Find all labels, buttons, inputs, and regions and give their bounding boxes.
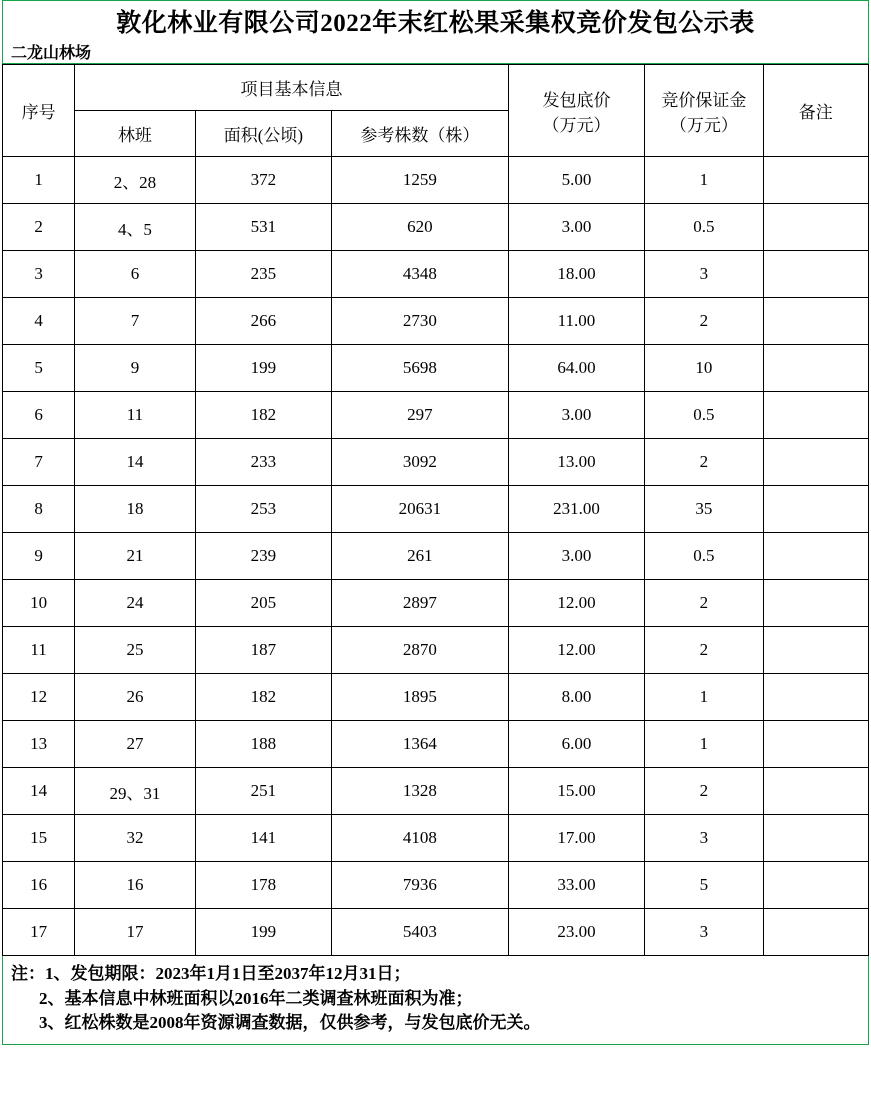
cell-tree-count: 1364 — [332, 721, 509, 768]
cell-tree-count: 261 — [332, 533, 509, 580]
cell-area: 233 — [195, 439, 331, 486]
note-line-1: 注：1、发包期限：2023年1月1日至2037年12月31日； — [11, 964, 411, 983]
cell-base-price: 6.00 — [508, 721, 644, 768]
cell-forest-ban: 17 — [75, 909, 195, 956]
cell-deposit: 0.5 — [645, 204, 763, 251]
table-row — [3, 345, 869, 392]
cell-seq: 5 — [3, 345, 75, 392]
cell-tree-count: 3092 — [332, 439, 509, 486]
cell-remark — [763, 674, 868, 721]
cell-tree-count: 5403 — [332, 909, 509, 956]
cell-tree-count: 5698 — [332, 345, 509, 392]
header-tree-count: 参考株数（株） — [332, 111, 509, 157]
cell-tree-count: 4108 — [332, 815, 509, 862]
cell-area: 178 — [195, 862, 331, 909]
cell-base-price: 13.00 — [508, 439, 644, 486]
cell-seq: 15 — [3, 815, 75, 862]
cell-area: 182 — [195, 392, 331, 439]
cell-remark — [763, 157, 868, 204]
cell-area: 141 — [195, 815, 331, 862]
cell-seq: 13 — [3, 721, 75, 768]
header-remark: 备注 — [763, 65, 868, 157]
table-row — [3, 204, 869, 251]
cell-tree-count: 2730 — [332, 298, 509, 345]
cell-base-price: 23.00 — [508, 909, 644, 956]
cell-seq: 4 — [3, 298, 75, 345]
cell-deposit: 2 — [645, 768, 763, 815]
cell-area: 253 — [195, 486, 331, 533]
cell-remark — [763, 815, 868, 862]
cell-remark — [763, 345, 868, 392]
cell-area: 266 — [195, 298, 331, 345]
cell-remark — [763, 204, 868, 251]
cell-base-price: 64.00 — [508, 345, 644, 392]
cell-forest-ban: 9 — [75, 345, 195, 392]
header-forest-ban: 林班 — [75, 111, 195, 157]
cell-base-price: 11.00 — [508, 298, 644, 345]
cell-forest-ban: 2、28 — [75, 157, 195, 204]
table-row — [3, 392, 869, 439]
cell-seq: 16 — [3, 862, 75, 909]
cell-base-price: 8.00 — [508, 674, 644, 721]
cell-deposit: 3 — [645, 909, 763, 956]
cell-base-price: 17.00 — [508, 815, 644, 862]
document-subtitle-bar — [2, 40, 869, 64]
cell-base-price: 12.00 — [508, 580, 644, 627]
cell-seq: 9 — [3, 533, 75, 580]
cell-base-price: 15.00 — [508, 768, 644, 815]
header-base-price-line1: 发包底价 — [542, 90, 611, 110]
cell-tree-count: 297 — [332, 392, 509, 439]
table-header — [3, 65, 869, 157]
table-row — [3, 533, 869, 580]
cell-deposit: 10 — [645, 345, 763, 392]
header-base-price — [508, 65, 644, 157]
header-deposit — [645, 65, 763, 157]
table-row — [3, 298, 869, 345]
header-deposit-line2: （万元） — [669, 115, 738, 135]
cell-remark — [763, 580, 868, 627]
cell-forest-ban: 11 — [75, 392, 195, 439]
cell-base-price: 18.00 — [508, 251, 644, 298]
cell-base-price: 12.00 — [508, 627, 644, 674]
table-row — [3, 862, 869, 909]
cell-seq: 17 — [3, 909, 75, 956]
cell-seq: 14 — [3, 768, 75, 815]
cell-deposit: 1 — [645, 157, 763, 204]
cell-deposit: 2 — [645, 439, 763, 486]
cell-deposit: 0.5 — [645, 392, 763, 439]
cell-deposit: 1 — [645, 721, 763, 768]
cell-area: 199 — [195, 345, 331, 392]
cell-tree-count: 2897 — [332, 580, 509, 627]
cell-base-price: 231.00 — [508, 486, 644, 533]
cell-seq: 12 — [3, 674, 75, 721]
cell-deposit: 5 — [645, 862, 763, 909]
table-row — [3, 627, 869, 674]
cell-base-price: 3.00 — [508, 204, 644, 251]
cell-deposit: 1 — [645, 674, 763, 721]
cell-tree-count: 7936 — [332, 862, 509, 909]
page-title: 敦化林业有限公司2022年末红松果采集权竞价发包公示表 — [116, 9, 755, 37]
cell-remark — [763, 298, 868, 345]
cell-area: 239 — [195, 533, 331, 580]
cell-seq: 6 — [3, 392, 75, 439]
cell-seq: 3 — [3, 251, 75, 298]
cell-area: 199 — [195, 909, 331, 956]
cell-base-price: 3.00 — [508, 533, 644, 580]
cell-seq: 10 — [3, 580, 75, 627]
cell-forest-ban: 27 — [75, 721, 195, 768]
cell-remark — [763, 768, 868, 815]
cell-forest-ban: 29、31 — [75, 768, 195, 815]
cell-forest-ban: 18 — [75, 486, 195, 533]
notes-section — [2, 956, 869, 1045]
cell-area: 182 — [195, 674, 331, 721]
cell-tree-count: 1895 — [332, 674, 509, 721]
cell-deposit: 3 — [645, 251, 763, 298]
cell-seq: 8 — [3, 486, 75, 533]
cell-remark — [763, 721, 868, 768]
cell-deposit: 2 — [645, 580, 763, 627]
cell-area: 372 — [195, 157, 331, 204]
header-deposit-line1: 竞价保证金 — [661, 90, 747, 110]
document-title-bar — [2, 0, 869, 40]
cell-deposit: 2 — [645, 298, 763, 345]
cell-forest-ban: 26 — [75, 674, 195, 721]
cell-tree-count: 2870 — [332, 627, 509, 674]
header-basic-info: 项目基本信息 — [75, 65, 508, 111]
cell-area: 235 — [195, 251, 331, 298]
table-row — [3, 674, 869, 721]
cell-forest-ban: 7 — [75, 298, 195, 345]
cell-seq: 1 — [3, 157, 75, 204]
table-row — [3, 439, 869, 486]
cell-seq: 7 — [3, 439, 75, 486]
forest-farm-label: 二龙山林场 — [11, 45, 92, 62]
cell-remark — [763, 627, 868, 674]
cell-deposit: 0.5 — [645, 533, 763, 580]
cell-base-price: 33.00 — [508, 862, 644, 909]
cell-seq: 11 — [3, 627, 75, 674]
table-row — [3, 768, 869, 815]
table-body — [3, 157, 869, 956]
cell-forest-ban: 21 — [75, 533, 195, 580]
header-base-price-line2: （万元） — [542, 115, 611, 135]
cell-forest-ban: 24 — [75, 580, 195, 627]
cell-remark — [763, 392, 868, 439]
cell-base-price: 5.00 — [508, 157, 644, 204]
cell-forest-ban: 25 — [75, 627, 195, 674]
table-row — [3, 486, 869, 533]
bidding-table — [2, 64, 869, 956]
cell-tree-count: 4348 — [332, 251, 509, 298]
cell-forest-ban: 6 — [75, 251, 195, 298]
cell-tree-count: 1259 — [332, 157, 509, 204]
table-row — [3, 909, 869, 956]
table-header-row-group — [3, 65, 869, 111]
header-seq: 序号 — [3, 65, 75, 157]
cell-area: 531 — [195, 204, 331, 251]
cell-tree-count: 20631 — [332, 486, 509, 533]
cell-area: 187 — [195, 627, 331, 674]
table-row — [3, 157, 869, 204]
header-area: 面积(公顷) — [195, 111, 331, 157]
cell-tree-count: 1328 — [332, 768, 509, 815]
table-row — [3, 251, 869, 298]
cell-deposit: 2 — [645, 627, 763, 674]
cell-remark — [763, 909, 868, 956]
cell-area: 251 — [195, 768, 331, 815]
cell-remark — [763, 533, 868, 580]
table-row — [3, 580, 869, 627]
cell-forest-ban: 16 — [75, 862, 195, 909]
cell-remark — [763, 439, 868, 486]
cell-area: 205 — [195, 580, 331, 627]
cell-seq: 2 — [3, 204, 75, 251]
cell-forest-ban: 14 — [75, 439, 195, 486]
cell-forest-ban: 32 — [75, 815, 195, 862]
cell-remark — [763, 486, 868, 533]
cell-base-price: 3.00 — [508, 392, 644, 439]
table-row — [3, 815, 869, 862]
cell-deposit: 3 — [645, 815, 763, 862]
cell-deposit: 35 — [645, 486, 763, 533]
cell-tree-count: 620 — [332, 204, 509, 251]
note-line-2: 2、基本信息中林班面积以2016年二类调查林班面积为准； — [39, 988, 473, 1008]
table-row — [3, 721, 869, 768]
cell-remark — [763, 862, 868, 909]
note-line-3: 3、红松株数是2008年资源调查数据，仅供参考，与发包底价无关。 — [39, 1013, 541, 1033]
cell-forest-ban: 4、5 — [75, 204, 195, 251]
cell-area: 188 — [195, 721, 331, 768]
cell-remark — [763, 251, 868, 298]
